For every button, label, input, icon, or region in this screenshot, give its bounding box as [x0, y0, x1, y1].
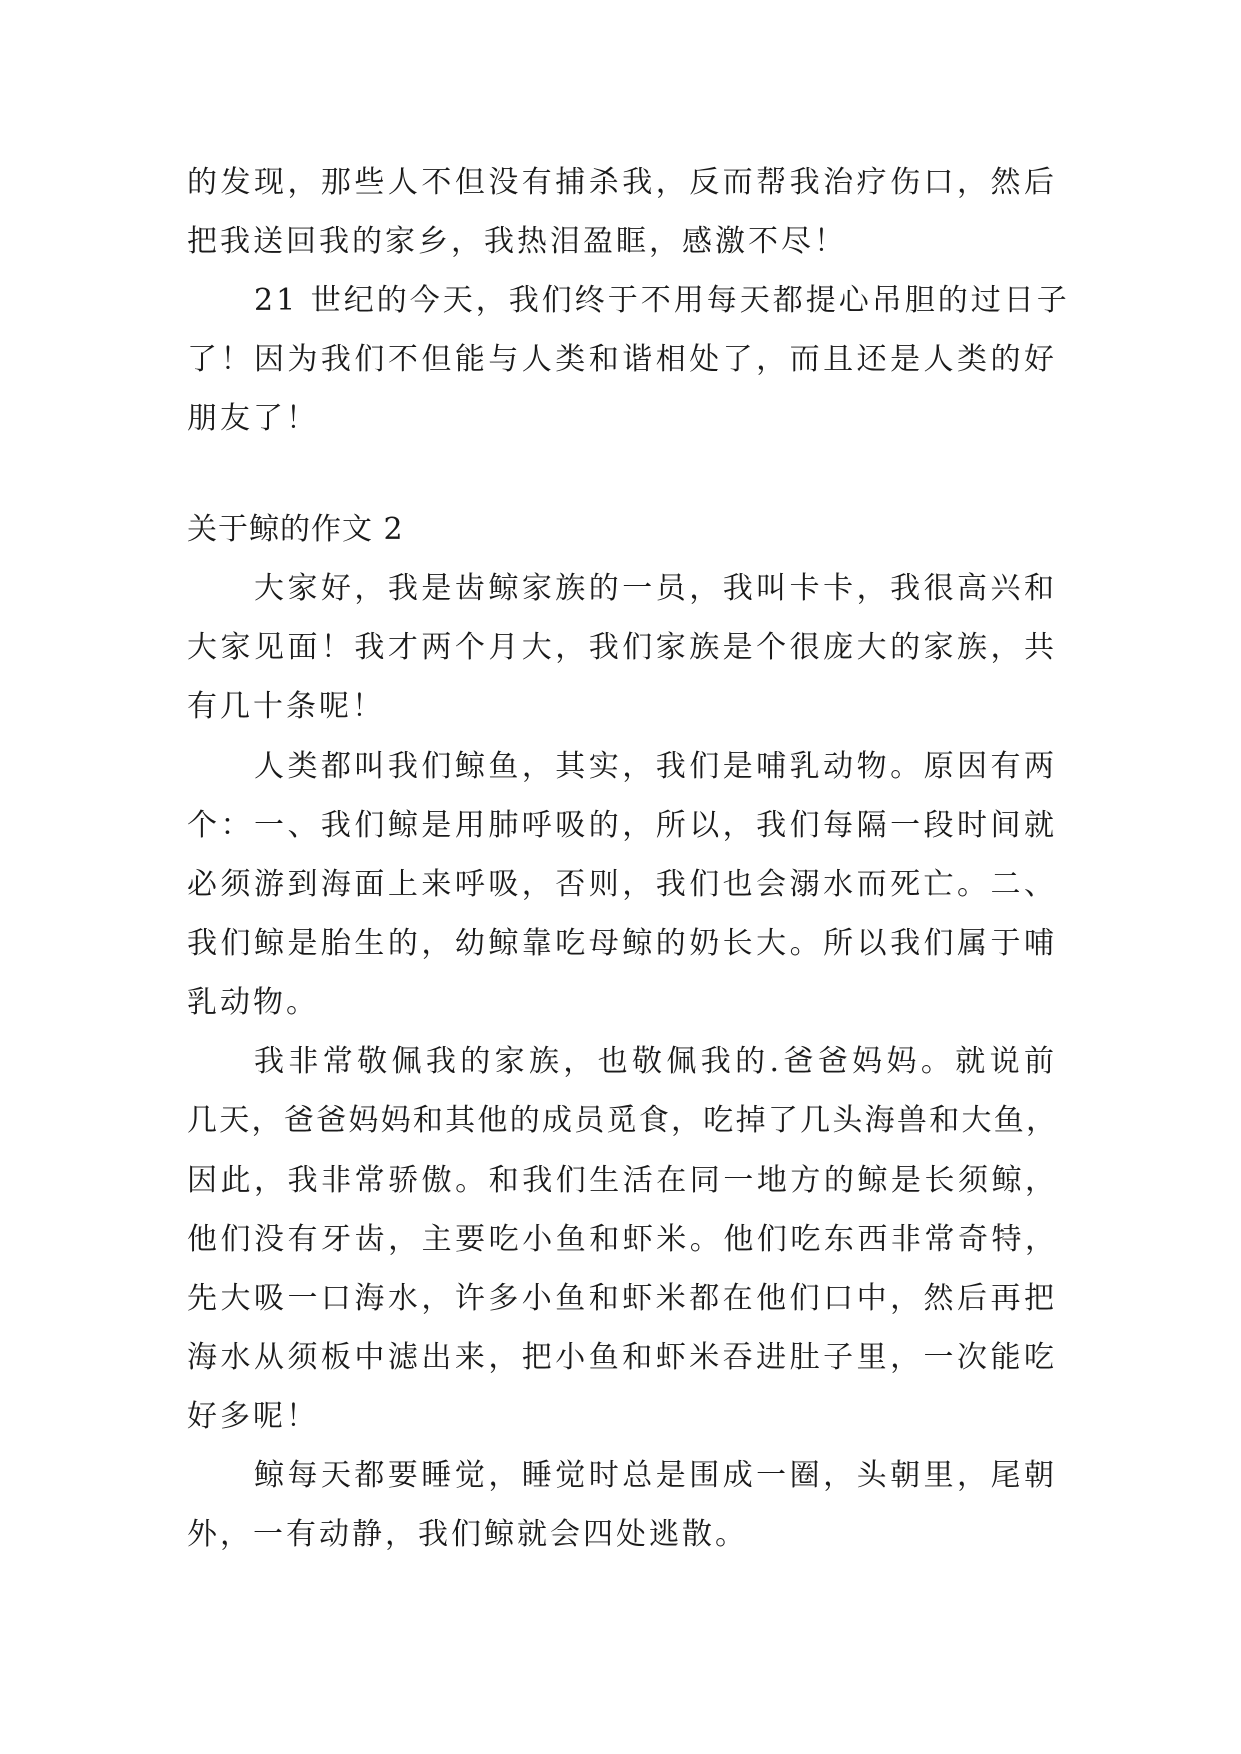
paragraph-line: 大家好，我是齿鲸家族的一员，我叫卡卡，我很高兴和: [254, 571, 1057, 606]
section-title: 关于鲸的作文 2: [187, 512, 404, 547]
paragraph-line: 了！因为我们不但能与人类和谐相处了，而且还是人类的好: [187, 342, 1057, 377]
paragraph-line: 的发现，那些人不但没有捕杀我，反而帮我治疗伤口，然后: [187, 165, 1057, 200]
paragraph-line: 我非常敬佩我的家族，也敬佩我的.爸爸妈妈。就说前: [254, 1044, 1057, 1079]
paragraph-line: 好多呢！: [187, 1399, 319, 1434]
paragraph-line: 我们鲸是胎生的，幼鲸靠吃母鲸的奶长大。所以我们属于哺: [187, 926, 1057, 961]
paragraph-line: 鲸每天都要睡觉，睡觉时总是围成一圈，头朝里，尾朝: [254, 1458, 1057, 1493]
paragraph-line: 有几十条呢！: [187, 689, 385, 724]
paragraph-line: 朋友了！: [187, 401, 319, 436]
paragraph-line: 人类都叫我们鲸鱼，其实，我们是哺乳动物。原因有两: [254, 749, 1057, 784]
paragraph-line: 必须游到海面上来呼吸，否则，我们也会溺水而死亡。二、: [187, 867, 1057, 902]
paragraph-line: 海水从须板中滤出来，把小鱼和虾米吞进肚子里，一次能吃: [187, 1340, 1057, 1375]
paragraph-line: 把我送回我的家乡，我热泪盈眶，感激不尽！: [187, 224, 847, 259]
paragraph-line: 他们没有牙齿，主要吃小鱼和虾米。他们吃东西非常奇特，: [187, 1222, 1057, 1257]
paragraph-line: 几天，爸爸妈妈和其他的成员觅食，吃掉了几头海兽和大鱼，: [187, 1103, 1057, 1138]
paragraph-line: 乳动物。: [187, 985, 319, 1020]
paragraph-line: 21 世纪的今天，我们终于不用每天都提心吊胆的过日子: [254, 283, 1070, 318]
paragraph-line: 外，一有动静，我们鲸就会四处逃散。: [187, 1517, 748, 1552]
paragraph-line: 因此，我非常骄傲。和我们生活在同一地方的鲸是长须鲸，: [187, 1163, 1057, 1198]
paragraph-line: 大家见面！我才两个月大，我们家族是个很庞大的家族，共: [187, 630, 1057, 665]
paragraph-line: 先大吸一口海水，许多小鱼和虾米都在他们口中，然后再把: [187, 1281, 1057, 1316]
paragraph-line: 个：一、我们鲸是用肺呼吸的，所以，我们每隔一段时间就: [187, 808, 1057, 843]
